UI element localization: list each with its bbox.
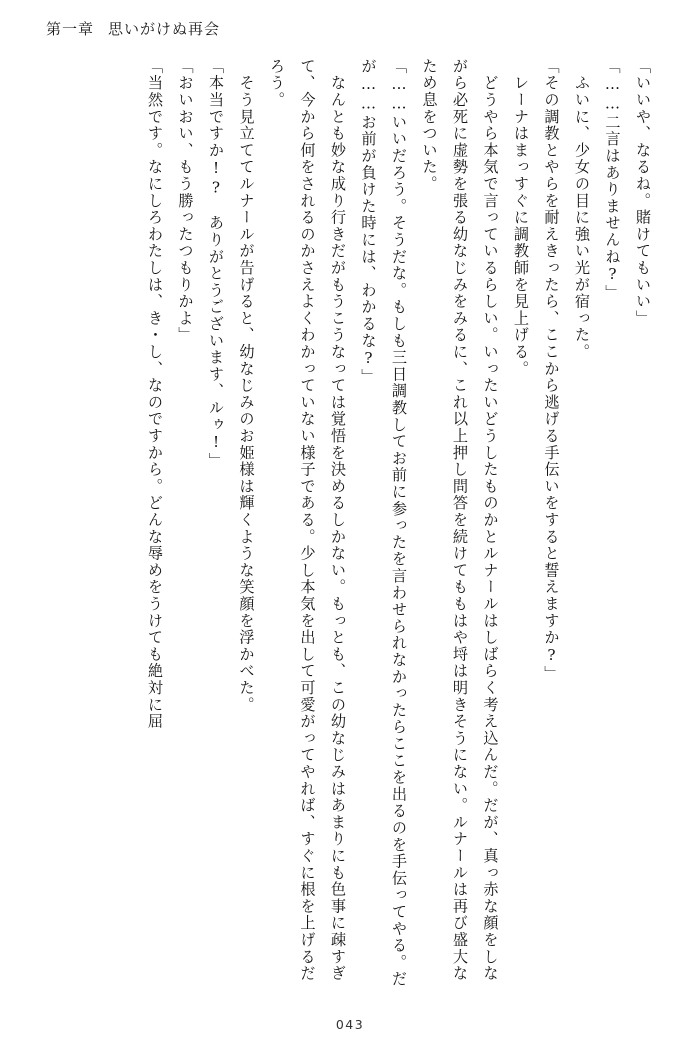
page-number: 043	[335, 1017, 365, 1032]
paragraph: そう見立ててルナールが告げると、幼なじみのお姫様は輝くような笑顔を浮かべた。	[237, 58, 256, 714]
chapter-number: 第一章	[46, 20, 95, 38]
paragraph: なんとも妙な成り行きだがもうこうなっては覚悟を決めるしかない。もっとも、この幼なじみはあまりにも色事に疎すぎて、今から何をされるのかさえよくわかっていない様子である。少し本気を出して可愛がってやれば、すぐに根を上げるだろう。	[268, 58, 347, 982]
chapter-header	[46, 18, 220, 39]
paragraph: ふいに、少女の目に強い光が宿った。	[573, 58, 591, 361]
paragraph: 「本当ですか!? ありがとうございます、ルゥ!」	[207, 58, 225, 470]
paragraph: 「おいおい、もう勝ったつもりかよ」	[176, 58, 195, 344]
chapter-title: 思いがけぬ再会	[108, 20, 221, 38]
paragraph: 「当然です。なにしろわたしは、き・し、なのですから。どんな辱めをうけても絶対に屈	[146, 58, 164, 730]
paragraph: どうやら本気で言っているらしい。いったいどうしたものかとルナールはしばらく考え込んだ。だが、真っ赤な顔をしながら必死に虚勢を張る幼なじみをみるに、これ以上押し問答を続けてももはや埒は明きそうにない。ルナールは再び盛大なため息をついた。	[420, 58, 500, 982]
paragraph: レーナはまっすぐに調教師を見上げる。	[512, 58, 530, 378]
paragraph: 「……二言はありませんね?」	[603, 58, 622, 302]
body-text	[46, 58, 658, 988]
paragraph: 「……いいだろう。そうだな。もしも三日調教してお前に参ったを言わせられなかったらここを出るのを手伝ってやる。だが……お前が負けた時には、わかるな?」	[359, 58, 408, 988]
paragraph: 「いいや、なるね。賭けてもいい」	[634, 58, 652, 327]
paragraph: 「その調教とやらを耐えきったら、ここから逃げる手伝いをすると誓えますか?」	[542, 58, 561, 683]
